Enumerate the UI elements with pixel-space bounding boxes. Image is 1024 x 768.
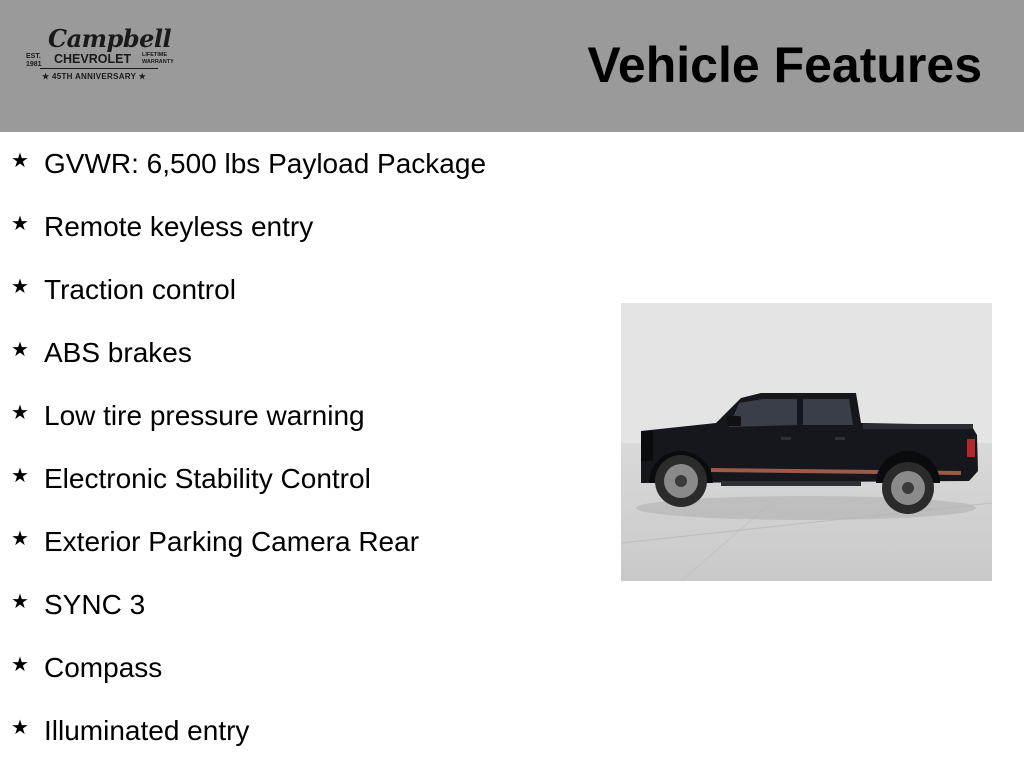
feature-text: Electronic Stability Control [44,463,371,494]
feature-item [0,207,600,247]
feature-item [0,396,600,436]
feature-text: Exterior Parking Camera Rear [44,526,420,557]
logo-brand-text: CHEVROLET [54,52,132,66]
feature-item [0,270,600,310]
logo-warranty-line2: WARRANTY [142,59,174,65]
logo-est-year: 1981 [26,61,42,68]
feature-item [0,585,600,625]
pickup-truck-icon [621,303,992,581]
feature-text: Traction control [44,274,236,305]
star-icon: ★ [11,211,29,235]
logo-script-text: Campbell [48,24,172,53]
logo-established [26,53,42,69]
logo-anniversary: ★ 45TH ANNIVERSARY ★ [42,72,147,81]
star-icon: ★ [11,400,29,424]
page-title: Vehicle Features [587,37,982,93]
header-banner [0,0,1024,132]
feature-item [0,459,600,499]
star-icon: ★ [11,589,29,613]
logo-divider [40,68,158,69]
logo-est-label: EST. [26,53,41,60]
star-icon: ★ [11,337,29,361]
feature-item [0,648,600,688]
feature-text: SYNC 3 [44,589,146,620]
feature-item [0,711,600,751]
dealer-logo [26,24,174,88]
star-icon: ★ [11,652,29,676]
logo-warranty [142,52,174,66]
feature-item [0,522,600,562]
star-icon: ★ [11,274,29,298]
feature-item [0,333,600,373]
star-icon: ★ [11,715,29,739]
feature-item [0,144,600,184]
star-icon: ★ [11,526,29,550]
star-icon: ★ [11,463,29,487]
feature-text: ABS brakes [44,337,192,368]
feature-text: Remote keyless entry [44,211,314,242]
logo-warranty-line1: LIFETIME [142,52,168,58]
feature-text: Low tire pressure warning [44,400,365,431]
feature-text: Compass [44,652,163,683]
feature-text: Illuminated entry [44,715,250,746]
vehicle-photo [621,303,992,581]
feature-text: GVWR: 6,500 lbs Payload Package [44,148,487,179]
star-icon: ★ [11,148,29,172]
